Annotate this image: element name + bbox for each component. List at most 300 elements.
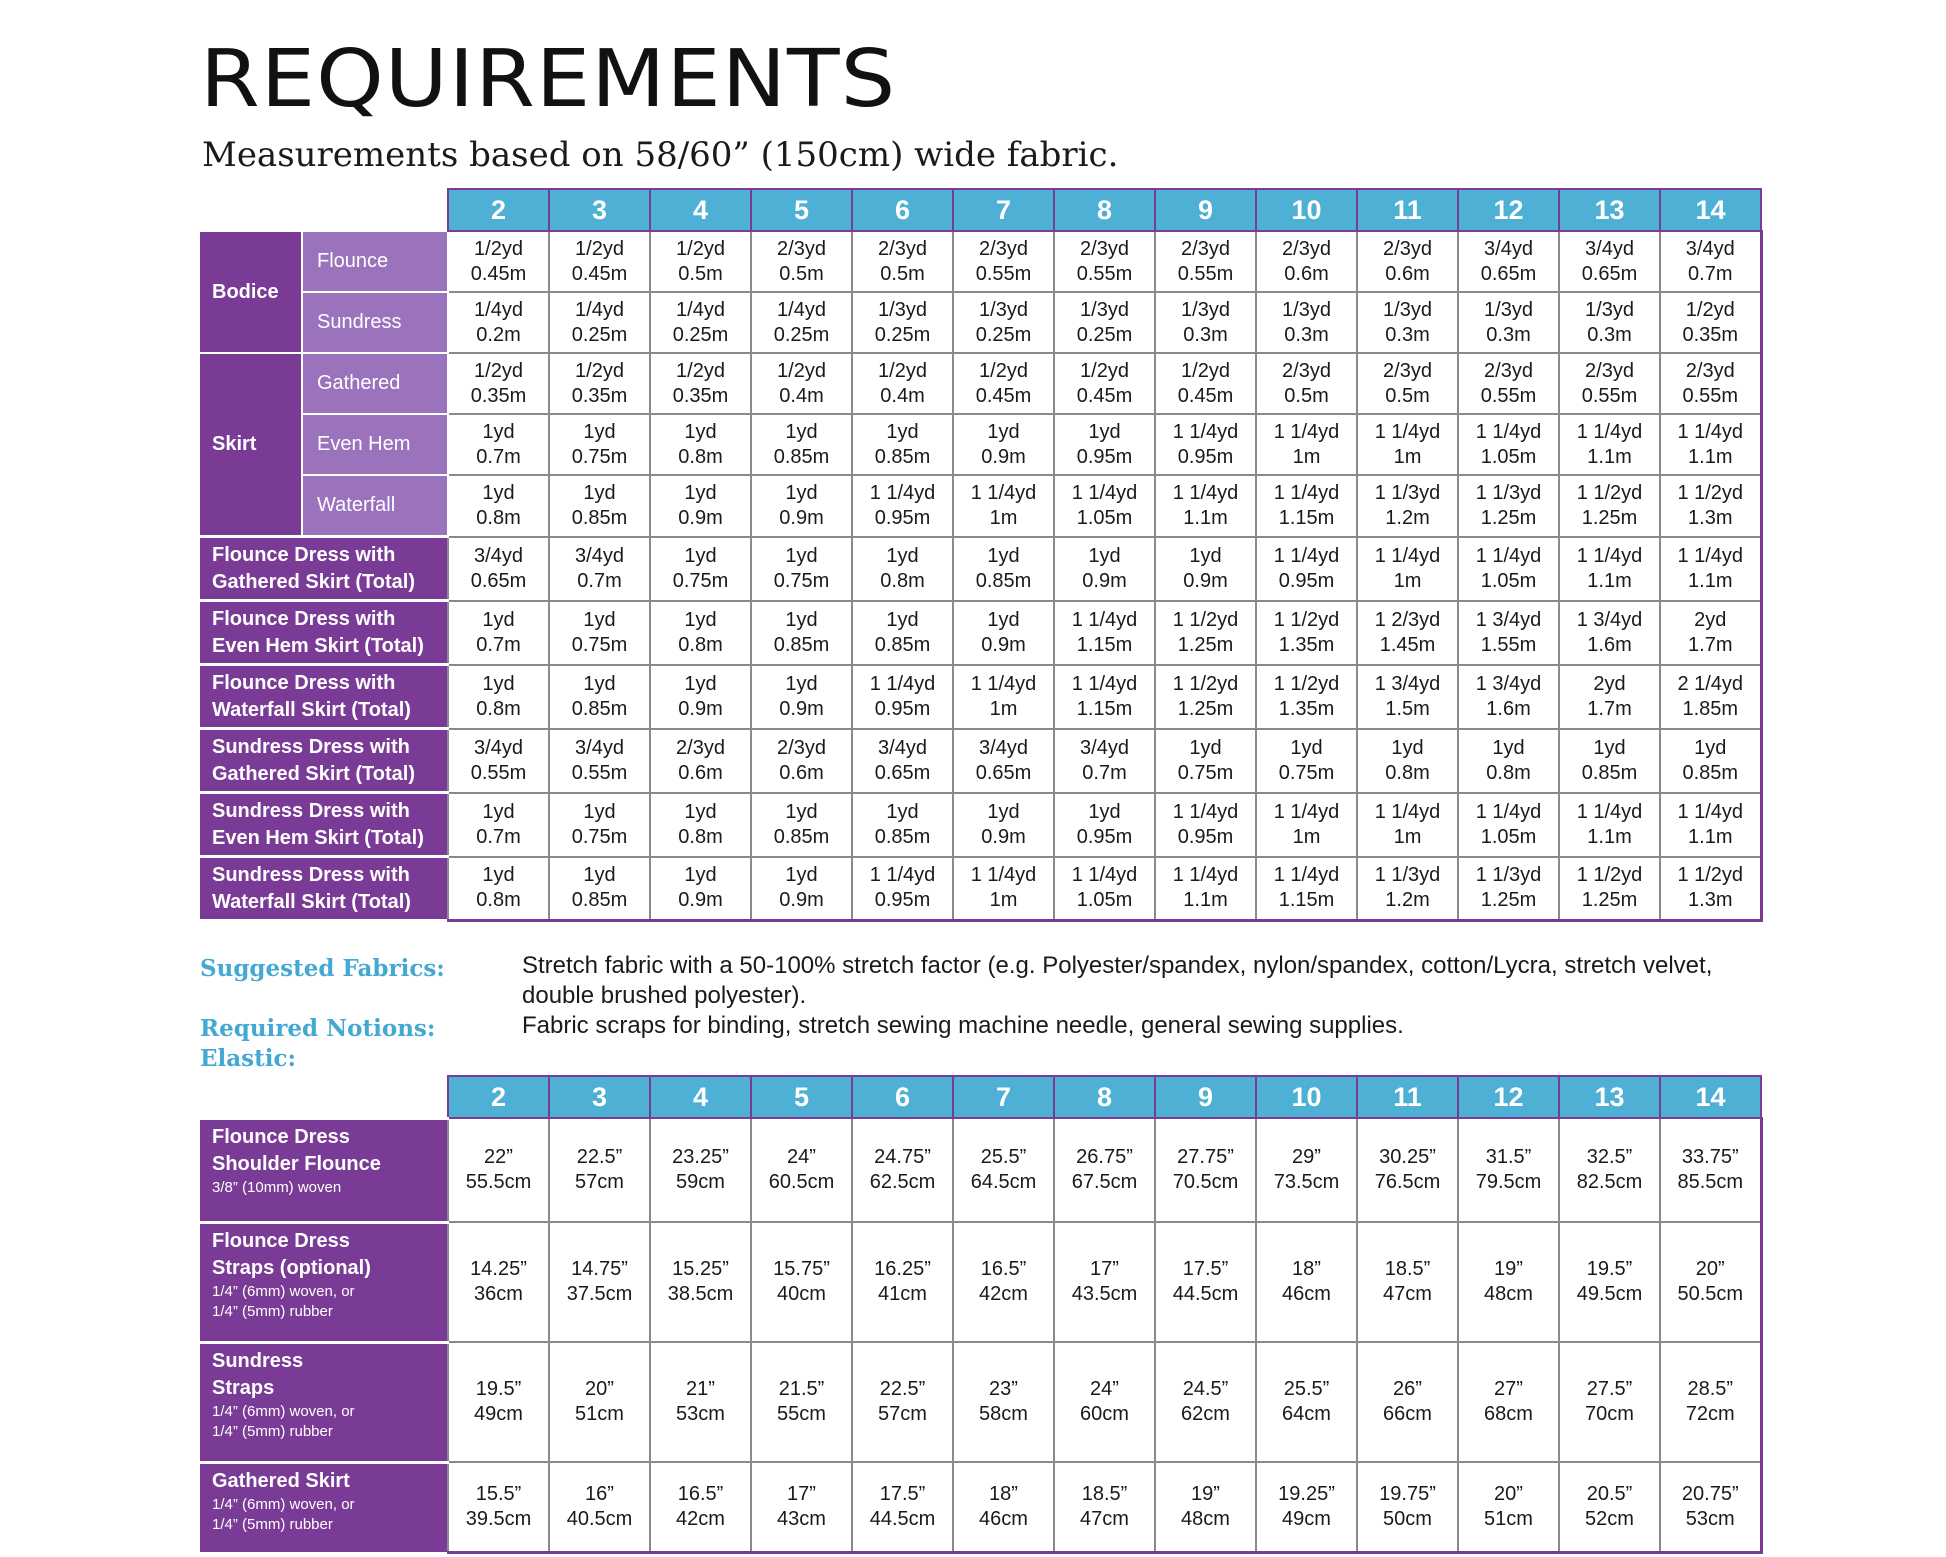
metric-value: 73.5cm: [1273, 1171, 1340, 1193]
imperial-value: 1/4yd: [575, 298, 624, 321]
metric-value: 0.85m: [773, 633, 830, 656]
value-cell: [1660, 665, 1761, 729]
value-cell: [852, 475, 953, 537]
metric-value: 0.95m: [874, 506, 931, 529]
value-cell: [1155, 231, 1256, 292]
elastic-item-title: Shoulder Flounce: [212, 1152, 381, 1175]
value-cell: [1458, 414, 1559, 475]
imperial-value: 1/3yd: [878, 298, 927, 321]
category-label: Skirt: [200, 353, 302, 537]
elastic-item-title: Straps: [212, 1376, 275, 1399]
value-cell: [1256, 729, 1357, 793]
table-row: [200, 729, 1761, 793]
metric-value: 50.5cm: [1677, 1283, 1744, 1305]
value-cell: [1458, 1118, 1559, 1222]
imperial-value: 1/3yd: [1585, 298, 1634, 321]
value-cell: [751, 414, 852, 475]
table-row: [200, 475, 1761, 537]
metric-value: 1.55m: [1480, 633, 1537, 656]
metric-value: 0.9m: [981, 445, 1026, 468]
imperial-value: 1yd: [785, 481, 818, 504]
imperial-value: 1yd: [1391, 736, 1424, 759]
value-cell: [852, 1118, 953, 1222]
metric-value: 0.85m: [773, 445, 830, 468]
value-cell: [852, 857, 953, 921]
table-row: [200, 1462, 1761, 1553]
metric-value: 0.7m: [1688, 262, 1733, 285]
imperial-value: 1/2yd: [676, 359, 725, 382]
value-cell: [953, 537, 1054, 601]
imperial-value: 2/3yd: [777, 237, 826, 260]
imperial-value: 31.5”: [1485, 1146, 1532, 1168]
imperial-value: 1 1/4yd: [1273, 420, 1340, 443]
imperial-value: 16.5”: [980, 1258, 1027, 1280]
elastic-item-label: [200, 1118, 448, 1222]
subcategory-label: Waterfall: [302, 475, 448, 537]
value-cell: [1357, 665, 1458, 729]
imperial-value: 1yd: [785, 608, 818, 631]
value-cell: [751, 601, 852, 665]
imperial-value: 14.25”: [470, 1258, 527, 1280]
value-cell: [1155, 729, 1256, 793]
imperial-value: 18”: [1292, 1258, 1321, 1280]
metric-value: 1.2m: [1385, 889, 1430, 911]
metric-value: 1.1m: [1587, 445, 1632, 468]
total-label-line: Even Hem Skirt (Total): [212, 634, 424, 657]
value-cell: [1155, 292, 1256, 353]
imperial-value: 1yd: [583, 481, 616, 504]
metric-value: 0.95m: [1177, 445, 1234, 468]
value-cell: [1256, 537, 1357, 601]
imperial-value: 1 1/4yd: [1475, 420, 1542, 443]
imperial-value: 3/4yd: [1484, 237, 1533, 260]
metric-value: 0.45m: [571, 262, 628, 285]
imperial-value: 1yd: [684, 672, 717, 695]
imperial-value: 1 1/2yd: [1172, 608, 1239, 631]
value-cell: [1458, 475, 1559, 537]
value-cell: [852, 665, 953, 729]
value-cell: [1155, 1118, 1256, 1222]
elastic-item-title: Flounce Dress: [212, 1125, 350, 1148]
value-cell: [549, 857, 650, 921]
value-cell: [1155, 793, 1256, 857]
elastic-item-title: Flounce Dress: [212, 1229, 350, 1252]
metric-value: 0.55m: [1076, 262, 1133, 285]
metric-value: 42cm: [676, 1508, 725, 1530]
value-cell: [1155, 1222, 1256, 1342]
metric-value: 0.6m: [1284, 262, 1329, 285]
metric-value: 0.9m: [678, 889, 723, 911]
imperial-value: 1/4yd: [777, 298, 826, 321]
value-cell: [1458, 292, 1559, 353]
metric-value: 1m: [1292, 825, 1321, 848]
imperial-value: 1yd: [785, 864, 818, 886]
imperial-value: 1 1/4yd: [970, 672, 1037, 695]
imperial-value: 1 1/4yd: [1677, 544, 1744, 567]
size-header-cell: 14: [1660, 189, 1761, 231]
imperial-value: 1 1/2yd: [1172, 672, 1239, 695]
metric-value: 48cm: [1181, 1508, 1230, 1530]
imperial-value: 1 1/4yd: [1273, 864, 1340, 886]
value-cell: [1054, 857, 1155, 921]
size-header-cell: 8: [1054, 1076, 1155, 1118]
total-label: [200, 857, 448, 921]
metric-value: 1m: [1393, 569, 1422, 592]
value-cell: [751, 729, 852, 793]
metric-value: 68cm: [1484, 1403, 1533, 1425]
imperial-value: 2 1/4yd: [1677, 672, 1744, 695]
value-cell: [1357, 857, 1458, 921]
value-cell: [549, 353, 650, 414]
imperial-value: 1/4yd: [676, 298, 725, 321]
metric-value: 1.7m: [1688, 633, 1733, 656]
value-cell: [852, 537, 953, 601]
value-cell: [549, 231, 650, 292]
value-cell: [1256, 1222, 1357, 1342]
total-label-line: Even Hem Skirt (Total): [212, 826, 424, 849]
imperial-value: 32.5”: [1586, 1146, 1633, 1168]
metric-value: 0.3m: [1183, 323, 1228, 346]
metric-value: 76.5cm: [1374, 1171, 1441, 1193]
metric-value: 0.85m: [975, 569, 1032, 592]
metric-value: 64.5cm: [970, 1171, 1037, 1193]
value-cell: [1256, 1462, 1357, 1553]
imperial-value: 1 1/3yd: [1475, 481, 1542, 504]
size-header-cell: 13: [1559, 189, 1660, 231]
imperial-value: 1/3yd: [1080, 298, 1129, 321]
value-cell: [1660, 793, 1761, 857]
metric-value: 1m: [989, 889, 1018, 911]
value-cell: [1559, 729, 1660, 793]
metric-value: 0.45m: [975, 384, 1032, 407]
metric-value: 36cm: [474, 1283, 523, 1305]
imperial-value: 1yd: [684, 420, 717, 443]
imperial-value: 1/3yd: [1383, 298, 1432, 321]
metric-value: 1m: [989, 506, 1018, 529]
imperial-value: 1 3/4yd: [1475, 672, 1542, 695]
imperial-value: 1yd: [684, 608, 717, 631]
imperial-value: 1 1/4yd: [1576, 544, 1643, 567]
imperial-value: 1yd: [684, 481, 717, 504]
metric-value: 0.9m: [678, 506, 723, 529]
metric-value: 0.5m: [1385, 384, 1430, 407]
imperial-value: 1 1/2yd: [1273, 672, 1340, 695]
value-cell: [650, 665, 751, 729]
metric-value: 47cm: [1080, 1508, 1129, 1530]
size-header-cell: 7: [953, 189, 1054, 231]
metric-value: 1.35m: [1278, 697, 1335, 720]
total-label-line: Sundress Dress with: [212, 735, 410, 758]
metric-value: 0.85m: [1682, 761, 1739, 784]
value-cell: [1357, 231, 1458, 292]
imperial-value: 1/2yd: [1181, 359, 1230, 382]
imperial-value: 27.75”: [1177, 1146, 1234, 1168]
value-cell: [953, 601, 1054, 665]
total-label: [200, 665, 448, 729]
metric-value: 51cm: [1484, 1508, 1533, 1530]
metric-value: 60.5cm: [768, 1171, 835, 1193]
imperial-value: 2/3yd: [878, 237, 927, 260]
table-row: [200, 1222, 1761, 1342]
value-cell: [953, 857, 1054, 921]
value-cell: [1155, 665, 1256, 729]
value-cell: [1660, 537, 1761, 601]
imperial-value: 1yd: [482, 608, 515, 631]
imperial-value: 18”: [989, 1483, 1018, 1505]
imperial-value: 1/2yd: [575, 237, 624, 260]
metric-value: 0.95m: [1076, 445, 1133, 468]
imperial-value: 1yd: [785, 672, 818, 695]
value-cell: [1155, 414, 1256, 475]
imperial-value: 1yd: [886, 420, 919, 443]
value-cell: [1357, 414, 1458, 475]
value-cell: [1054, 231, 1155, 292]
value-cell: [852, 1222, 953, 1342]
metric-value: 40cm: [777, 1283, 826, 1305]
imperial-value: 2/3yd: [979, 237, 1028, 260]
imperial-value: 19.25”: [1278, 1483, 1335, 1505]
imperial-value: 1 1/4yd: [1273, 800, 1340, 823]
size-header-cell: 5: [751, 1076, 852, 1118]
value-cell: [1256, 665, 1357, 729]
table-row: [200, 601, 1761, 665]
metric-value: 70cm: [1585, 1403, 1634, 1425]
value-cell: [751, 1222, 852, 1342]
metric-value: 0.8m: [476, 506, 521, 529]
imperial-value: 1/2yd: [474, 359, 523, 382]
category-label: Bodice: [200, 231, 302, 353]
value-cell: [1660, 1118, 1761, 1222]
total-label-line: Sundress Dress with: [212, 863, 410, 886]
value-cell: [650, 537, 751, 601]
total-label: [200, 537, 448, 601]
value-cell: [751, 1118, 852, 1222]
metric-value: 1m: [989, 697, 1018, 720]
metric-value: 1m: [1393, 445, 1422, 468]
metric-value: 0.7m: [476, 445, 521, 468]
metric-value: 52cm: [1585, 1508, 1634, 1530]
elastic-item-label: [200, 1462, 448, 1553]
imperial-value: 1 3/4yd: [1374, 672, 1441, 695]
value-cell: [1559, 1222, 1660, 1342]
imperial-value: 1 1/4yd: [1172, 420, 1239, 443]
value-cell: [751, 353, 852, 414]
imperial-value: 1/3yd: [1282, 298, 1331, 321]
imperial-value: 1 1/2yd: [1273, 608, 1340, 631]
imperial-value: 19”: [1494, 1258, 1523, 1280]
imperial-value: 1yd: [482, 420, 515, 443]
value-cell: [650, 475, 751, 537]
value-cell: [1559, 1118, 1660, 1222]
metric-value: 49cm: [1282, 1508, 1331, 1530]
metric-value: 1.1m: [1587, 569, 1632, 592]
value-cell: [1559, 353, 1660, 414]
value-cell: [1054, 1342, 1155, 1462]
metric-value: 47cm: [1383, 1283, 1432, 1305]
value-cell: [448, 1462, 549, 1553]
imperial-value: 30.25”: [1379, 1146, 1436, 1168]
value-cell: [1458, 1342, 1559, 1462]
size-header-cell: 6: [852, 189, 953, 231]
value-cell: [1357, 793, 1458, 857]
metric-value: 0.75m: [571, 633, 628, 656]
fabric-requirements-table: [200, 188, 1763, 922]
imperial-value: 19.5”: [475, 1378, 522, 1400]
imperial-value: 20.5”: [1586, 1483, 1633, 1505]
imperial-value: 27”: [1494, 1378, 1523, 1400]
metric-value: 0.4m: [779, 384, 824, 407]
imperial-value: 1 1/2yd: [1677, 481, 1744, 504]
imperial-value: 1 2/3yd: [1374, 608, 1441, 631]
table-row: [200, 231, 1761, 292]
elastic-item-note: 1/4” (5mm) rubber: [212, 1422, 333, 1440]
metric-value: 1.1m: [1688, 569, 1733, 592]
imperial-value: 17”: [1090, 1258, 1119, 1280]
value-cell: [650, 231, 751, 292]
metric-value: 0.75m: [672, 569, 729, 592]
imperial-value: 1 1/2yd: [1677, 864, 1744, 886]
metric-value: 0.8m: [880, 569, 925, 592]
imperial-value: 1yd: [583, 420, 616, 443]
elastic-item-note: 1/4” (6mm) woven, or: [212, 1402, 355, 1420]
metric-value: 70.5cm: [1172, 1171, 1239, 1193]
metric-value: 0.75m: [1278, 761, 1335, 784]
imperial-value: 1 1/4yd: [1576, 420, 1643, 443]
size-header-cell: 2: [448, 189, 549, 231]
imperial-value: 1yd: [583, 608, 616, 631]
metric-value: 50cm: [1383, 1508, 1432, 1530]
value-cell: [1660, 353, 1761, 414]
metric-value: 0.7m: [476, 825, 521, 848]
imperial-value: 2/3yd: [1685, 359, 1735, 382]
imperial-value: 1 1/4yd: [1071, 672, 1138, 695]
subcategory-label: Sundress: [302, 292, 448, 353]
imperial-value: 1yd: [886, 800, 919, 823]
value-cell: [1357, 475, 1458, 537]
value-cell: [852, 414, 953, 475]
size-header-cell: 3: [549, 189, 650, 231]
imperial-value: 19.75”: [1379, 1483, 1436, 1505]
metric-value: 0.6m: [1385, 262, 1430, 285]
value-cell: [1559, 1342, 1660, 1462]
metric-value: 62cm: [1181, 1403, 1230, 1425]
imperial-value: 22.5”: [879, 1378, 926, 1400]
metric-value: 0.85m: [1581, 761, 1638, 784]
imperial-value: 3/4yd: [1585, 237, 1634, 260]
metric-value: 44.5cm: [869, 1508, 936, 1530]
total-label: [200, 601, 448, 665]
imperial-value: 1yd: [785, 800, 818, 823]
metric-value: 0.2m: [476, 323, 521, 346]
imperial-value: 20.75”: [1681, 1483, 1739, 1505]
metric-value: 0.8m: [678, 825, 723, 848]
metric-value: 0.3m: [1587, 323, 1632, 346]
value-cell: [1054, 1462, 1155, 1553]
imperial-value: 1 1/4yd: [1172, 481, 1239, 504]
imperial-value: 24.5”: [1182, 1378, 1229, 1400]
value-cell: [852, 231, 953, 292]
metric-value: 1.1m: [1688, 445, 1733, 468]
imperial-value: 1yd: [987, 800, 1020, 823]
imperial-value: 19.5”: [1586, 1258, 1633, 1280]
imperial-value: 19”: [1191, 1483, 1220, 1505]
value-cell: [1155, 353, 1256, 414]
value-cell: [751, 537, 852, 601]
metric-value: 1.25m: [1581, 506, 1638, 529]
imperial-value: 3/4yd: [1685, 237, 1735, 260]
imperial-value: 17.5”: [1182, 1258, 1229, 1280]
metric-value: 1.45m: [1379, 633, 1436, 656]
value-cell: [953, 1342, 1054, 1462]
metric-value: 0.25m: [1076, 323, 1133, 346]
size-header-row: [200, 189, 1761, 231]
value-cell: [448, 292, 549, 353]
imperial-value: 1 1/4yd: [1475, 800, 1542, 823]
value-cell: [1458, 857, 1559, 921]
imperial-value: 1 1/2yd: [1576, 481, 1643, 504]
value-cell: [1054, 414, 1155, 475]
imperial-value: 2/3yd: [1080, 237, 1129, 260]
value-cell: [549, 729, 650, 793]
imperial-value: 1yd: [1088, 420, 1121, 443]
metric-value: 0.9m: [678, 697, 723, 720]
value-cell: [650, 1222, 751, 1342]
value-cell: [1458, 729, 1559, 793]
value-cell: [650, 857, 751, 921]
size-header-cell: 9: [1155, 1076, 1256, 1118]
elastic-item-title: Straps (optional): [212, 1256, 371, 1279]
metric-value: 1.1m: [1688, 825, 1733, 848]
metric-value: 0.95m: [874, 889, 931, 911]
imperial-value: 1 3/4yd: [1576, 608, 1643, 631]
imperial-value: 1 1/4yd: [1071, 481, 1138, 504]
imperial-value: 3/4yd: [575, 736, 624, 759]
imperial-value: 1 1/3yd: [1374, 864, 1441, 886]
metric-value: 72cm: [1685, 1403, 1735, 1425]
metric-value: 0.85m: [874, 445, 931, 468]
imperial-value: 1/3yd: [979, 298, 1028, 321]
metric-value: 0.55m: [975, 262, 1032, 285]
total-label-line: Gathered Skirt (Total): [212, 762, 415, 785]
value-cell: [953, 475, 1054, 537]
suggested-fabrics-text: Stretch fabric with a 50-100% stretch factor (e.g. Polyester/spandex, nylon/spandex, cotton/Lycra, stretch velvet, double brushed polyester).: [522, 952, 1713, 1009]
metric-value: 1.85m: [1682, 697, 1739, 720]
value-cell: [549, 1118, 650, 1222]
metric-value: 0.7m: [1082, 761, 1127, 784]
value-cell: [549, 1222, 650, 1342]
size-header-row: [200, 1076, 1761, 1118]
elastic-item-note: 1/4” (5mm) rubber: [212, 1302, 333, 1320]
imperial-value: 1yd: [1593, 736, 1626, 759]
size-header-cell: 12: [1458, 189, 1559, 231]
value-cell: [1256, 857, 1357, 921]
value-cell: [852, 1342, 953, 1462]
value-cell: [1660, 414, 1761, 475]
value-cell: [448, 231, 549, 292]
imperial-value: 3/4yd: [878, 736, 927, 759]
metric-value: 44.5cm: [1172, 1283, 1239, 1305]
metric-value: 1.05m: [1076, 889, 1133, 911]
metric-value: 57cm: [575, 1171, 624, 1193]
metric-value: 0.8m: [678, 633, 723, 656]
metric-value: 0.5m: [880, 262, 925, 285]
metric-value: 1m: [1393, 825, 1422, 848]
metric-value: 0.35m: [571, 384, 628, 407]
metric-value: 0.9m: [981, 825, 1026, 848]
metric-value: 0.9m: [779, 697, 824, 720]
imperial-value: 1 1/4yd: [869, 672, 936, 695]
imperial-value: 33.75”: [1681, 1146, 1739, 1168]
